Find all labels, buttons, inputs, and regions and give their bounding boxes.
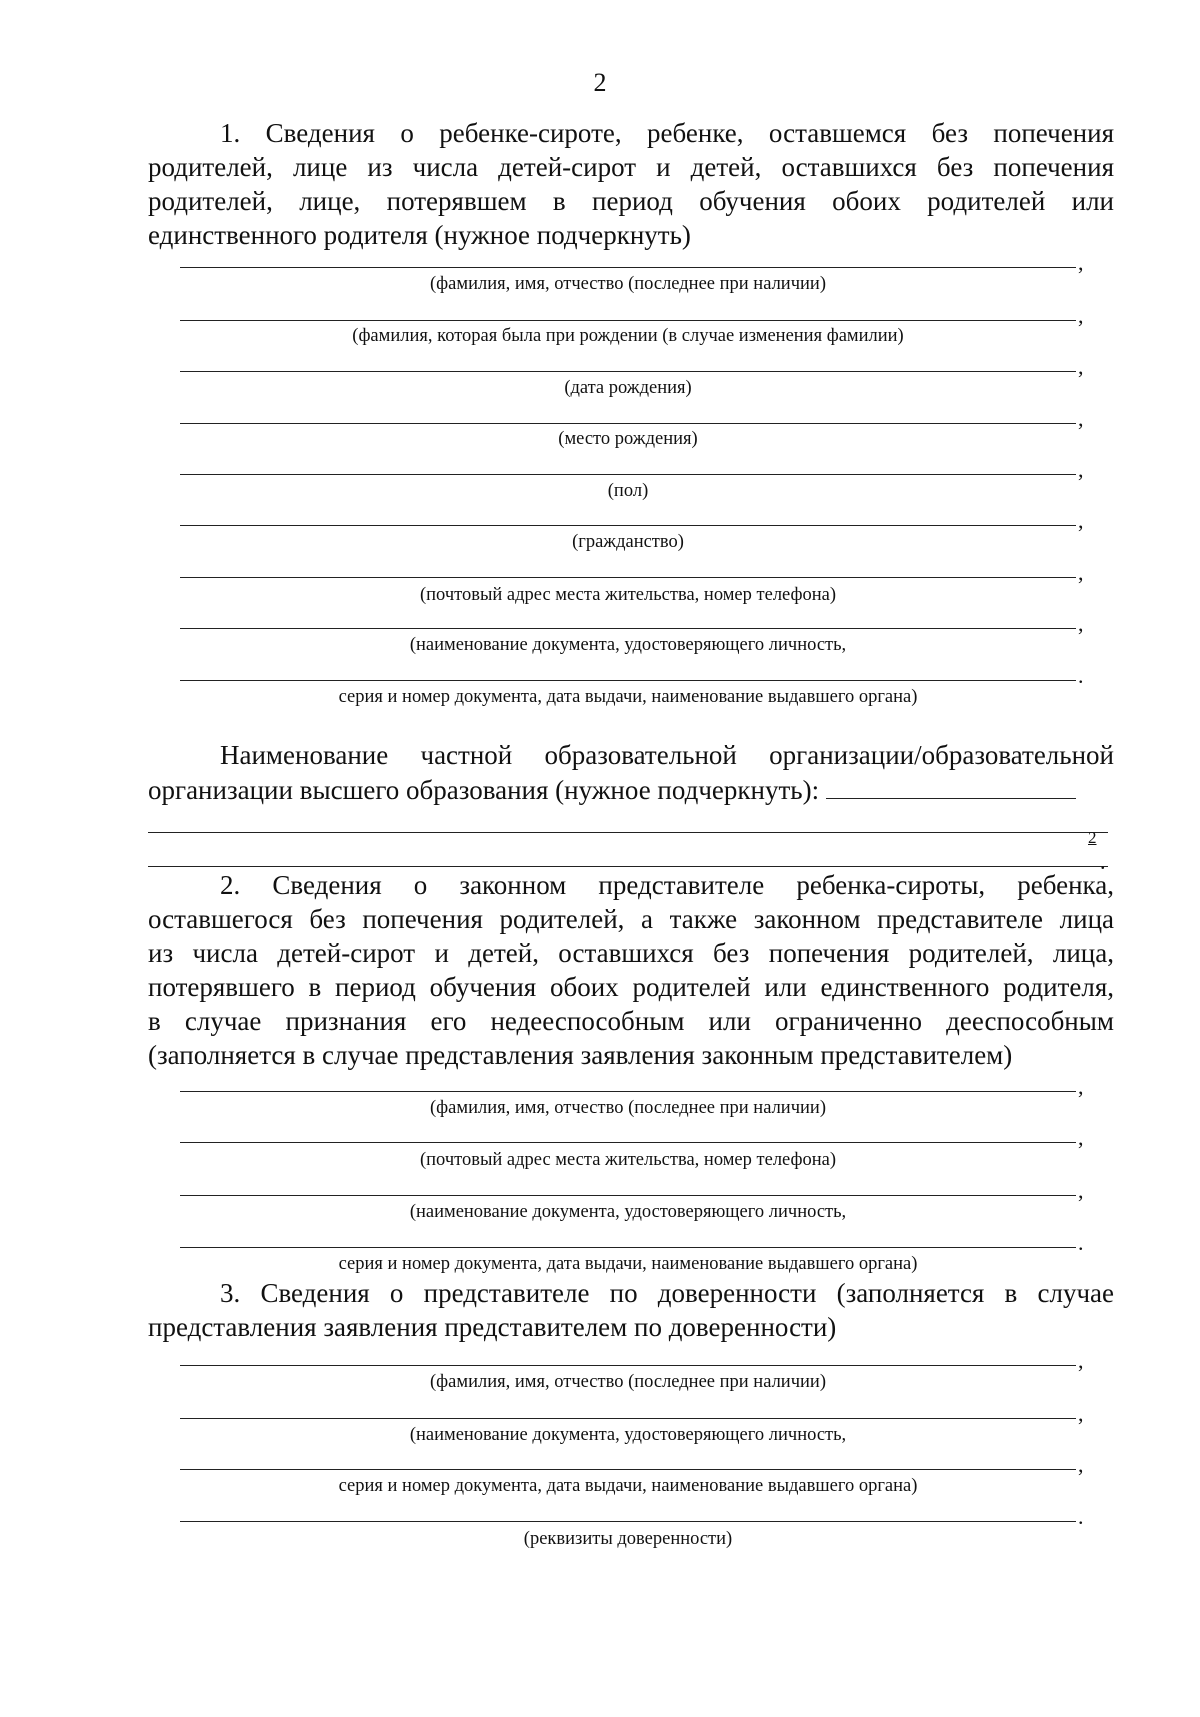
fio-caption: (фамилия, имя, отчество (последнее при наличии): [430, 274, 826, 294]
section-2-line: (заполняется в случае представления заявления законным представителем): [148, 1040, 1013, 1070]
fio-field-line[interactable]: [180, 267, 1076, 268]
footnote-mark: 2: [1088, 828, 1097, 847]
address-field-line[interactable]: [180, 577, 1076, 578]
field-punct: ,: [1078, 560, 1084, 585]
field-punct: ,: [1078, 1401, 1084, 1426]
power-of-attorney-caption: (реквизиты доверенности): [523, 1529, 733, 1549]
citizenship-caption: (гражданство): [572, 532, 684, 552]
org-line: Наименование частной образовательной организации/образовательной: [220, 740, 1114, 770]
org-name-line-2[interactable]: [148, 866, 1108, 867]
field-punct: ,: [1078, 250, 1084, 275]
proxy-fio-field-line[interactable]: [180, 1365, 1076, 1366]
birth-place-caption: (место рождения): [558, 429, 698, 449]
birth-date-field-line[interactable]: [180, 371, 1076, 372]
rep-id-document-field-line[interactable]: [180, 1195, 1076, 1196]
id-details-field-line[interactable]: [180, 680, 1076, 681]
section-2-heading: [148, 868, 1114, 1072]
proxy-id-document-field-line[interactable]: [180, 1418, 1076, 1419]
page-number: 2: [593, 68, 607, 97]
field-punct: ,: [1078, 508, 1084, 533]
field-punct: .: [1078, 1230, 1084, 1255]
section-1-line: родителей, лице из числа детей-сирот и детей, оставшихся без попечения: [148, 152, 1114, 182]
birth-place-field-line[interactable]: [180, 423, 1076, 424]
address-caption: (почтовый адрес места жительства, номер телефона): [420, 585, 836, 605]
rep-address-field-line[interactable]: [180, 1142, 1076, 1143]
field-punct: ,: [1078, 406, 1084, 431]
rep-id-document-caption: (наименование документа, удостоверяющего личность,: [409, 1202, 847, 1222]
rep-id-details-field-line[interactable]: [180, 1247, 1076, 1248]
field-punct: ,: [1078, 1074, 1084, 1099]
field-punct: .: [1078, 1504, 1084, 1529]
section-2-line: потерявшего в период обучения обоих родителей или единственного родителя,: [148, 972, 1114, 1002]
birth-surname-caption: (фамилия, которая была при рождении (в случае изменения фамилии): [352, 326, 904, 346]
birth-date-caption: (дата рождения): [564, 378, 692, 398]
section-3-line: представления заявления представителем по доверенности): [148, 1312, 837, 1342]
section-2-line: из числа детей-сирот и детей, оставшихся без попечения родителей, лица,: [148, 938, 1114, 968]
proxy-id-document-caption: (наименование документа, удостоверяющего личность,: [409, 1425, 847, 1445]
org-paragraph: [148, 738, 1114, 807]
field-punct: ,: [1078, 1452, 1084, 1477]
org-line-text: организации высшего образования (нужное подчеркнуть):: [148, 775, 820, 805]
citizenship-field-line[interactable]: [180, 525, 1076, 526]
birth-surname-field-line[interactable]: [180, 320, 1076, 321]
sex-field-line[interactable]: [180, 474, 1076, 475]
section-1-line: 1. Сведения о ребенке-сироте, ребенке, оставшемся без попечения: [220, 118, 1114, 148]
rep-fio-caption: (фамилия, имя, отчество (последнее при наличии): [430, 1098, 826, 1118]
org-name-blank[interactable]: [826, 772, 1076, 799]
rep-fio-field-line[interactable]: [180, 1091, 1076, 1092]
id-document-caption: (наименование документа, удостоверяющего личность,: [409, 635, 847, 655]
org-line-2: [148, 772, 1114, 807]
rep-id-details-caption: серия и номер документа, дата выдачи, наименование выдавшего органа): [338, 1254, 918, 1274]
section-2-line: 2. Сведения о законном представителе ребенка-сироты, ребенка,: [220, 870, 1114, 900]
proxy-fio-caption: (фамилия, имя, отчество (последнее при наличии): [430, 1372, 826, 1392]
sex-caption: (пол): [607, 481, 649, 501]
section-3-heading: [148, 1276, 1114, 1344]
rep-address-caption: (почтовый адрес места жительства, номер телефона): [420, 1150, 836, 1170]
org-end-punct: .: [1100, 849, 1106, 874]
field-punct: ,: [1078, 457, 1084, 482]
section-2-line: в случае признания его недееспособным или ограниченно дееспособным: [148, 1006, 1114, 1036]
field-punct: .: [1078, 663, 1084, 688]
proxy-id-details-field-line[interactable]: [180, 1469, 1076, 1470]
field-punct: ,: [1078, 354, 1084, 379]
field-punct: ,: [1078, 1125, 1084, 1150]
id-details-caption: серия и номер документа, дата выдачи, наименование выдавшего органа): [338, 687, 918, 707]
section-3-line: 3. Сведения о представителе по доверенности (заполняется в случае: [220, 1278, 1114, 1308]
section-1-heading: [148, 116, 1114, 252]
field-punct: ,: [1078, 611, 1084, 636]
section-1-line: единственного родителя (нужное подчеркнуть): [148, 220, 691, 250]
section-2-line: оставшегося без попечения родителей, а также законном представителе лица: [148, 904, 1114, 934]
field-punct: ,: [1078, 303, 1084, 328]
field-punct: ,: [1078, 1178, 1084, 1203]
power-of-attorney-field-line[interactable]: [180, 1521, 1076, 1522]
section-1-line: родителей, лице, потерявшем в период обучения обоих родителей или: [148, 186, 1114, 216]
proxy-id-details-caption: серия и номер документа, дата выдачи, наименование выдавшего органа): [338, 1476, 918, 1496]
org-name-line-1[interactable]: [148, 832, 1108, 833]
id-document-field-line[interactable]: [180, 628, 1076, 629]
field-punct: ,: [1078, 1348, 1084, 1373]
